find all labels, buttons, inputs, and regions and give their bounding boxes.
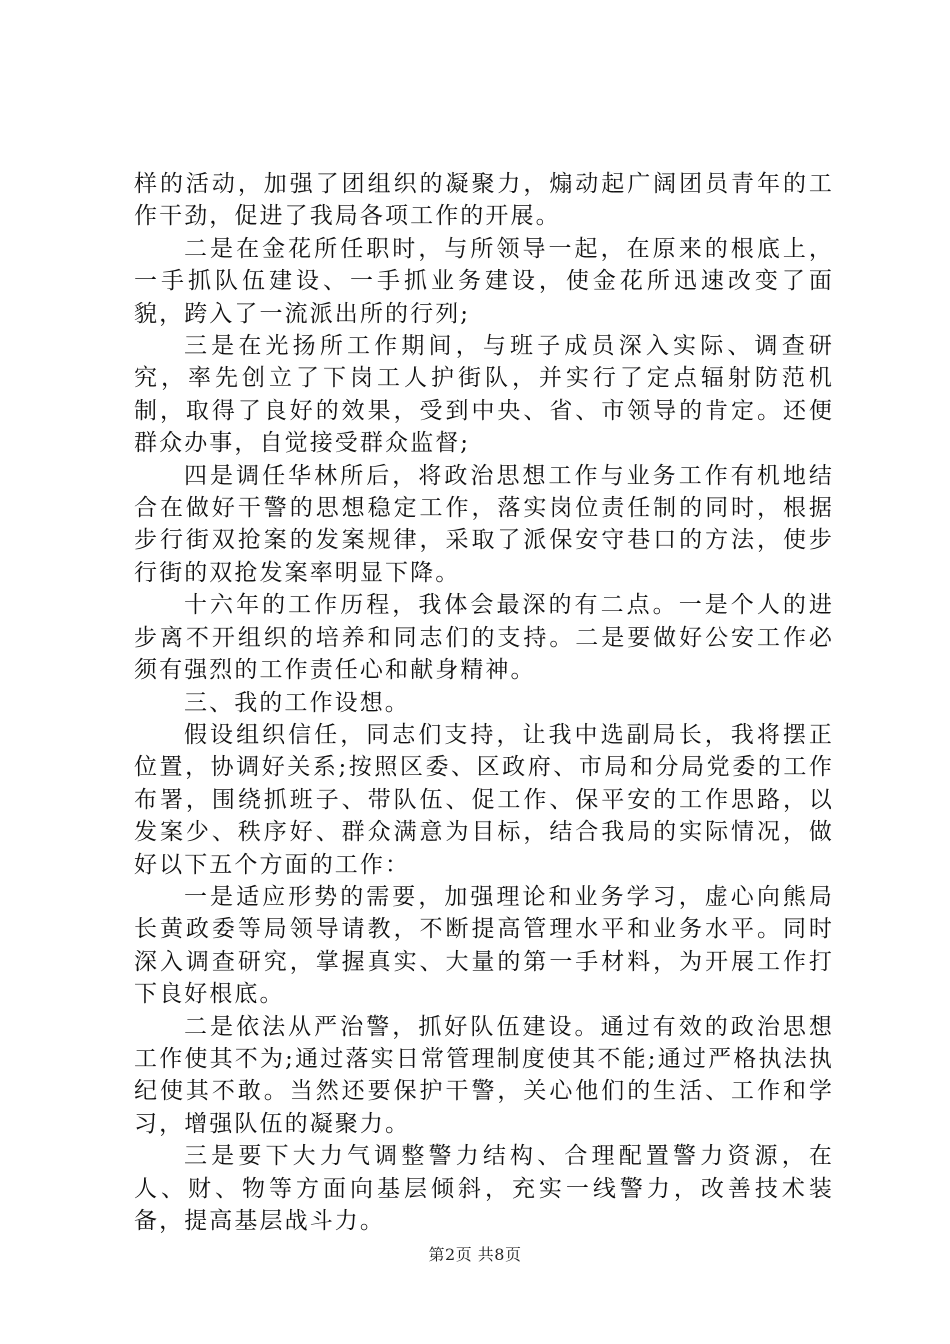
paragraph-plan-two: 二是依法从严治警，抓好队伍建设。通过有效的政治思想工作使其不为;通过落实日常管理制度使其不能;通过严格执法执纪使其不敢。当然还要保护干警，关心他们的生活、工作和学习，增强队伍的凝聚力。 <box>134 1013 834 1137</box>
section-heading: 三、我的工作设想。 <box>184 689 410 716</box>
paragraph-plan-intro: 假设组织信任，同志们支持，让我中选副局长，我将摆正位置，协调好关系;按照区委、区政府、市局和分局党委的工作布署，围绕抓班子、带队伍、促工作、保平安的工作思路，以发案少、秩序好、群众满意为目标，结合我局的实际情况，做好以下五个方面的工作： <box>134 721 834 878</box>
document-body <box>134 168 834 1237</box>
paragraph-jinhua: 二是在金花所任职时，与所领导一起，在原来的根底上，一手抓队伍建设、一手抓业务建设，使金花所迅速改变了面貌，跨入了一流派出所的行列; <box>134 235 834 327</box>
paragraph-guangyang: 三是在光扬所工作期间，与班子成员深入实际、调查研究，率先创立了下岗工人护街队，并实行了定点辐射防范机制，取得了良好的效果，受到中央、省、市领导的肯定。还便群众办事，自觉接受群众监督; <box>134 333 834 457</box>
paragraph-plan-three: 三是要下大力气调整警力结构、合理配置警力资源，在人、财、物等方面向基层倾斜，充实一线警力，改善技术装备，提高基层战斗力。 <box>134 1143 834 1234</box>
paragraph-experience: 十六年的工作历程，我体会最深的有二点。一是个人的进步离不开组织的培养和同志们的支持。二是要做好公安工作必须有强烈的工作责任心和献身精神。 <box>134 592 834 684</box>
paragraph-plan-one: 一是适应形势的需要，加强理论和业务学习，虚心向熊局长黄政委等局领导请教，不断提高管理水平和业务水平。同时深入调查研究，掌握真实、大量的第一手材料，为开展工作打下良好根底。 <box>134 883 834 1008</box>
paragraph-continued: 样的活动，加强了团组织的凝聚力，煽动起广阔团员青年的工作干劲，促进了我局各项工作的开展。 <box>134 171 834 230</box>
page-number: 第2页 共8页 <box>428 1245 522 1264</box>
paragraph-hualin: 四是调任华林所后，将政治思想工作与业务工作有机地结合在做好干警的思想稳定工作，落实岗位责任制的同时，根据步行街双抢案的发案规律，采取了派保安守巷口的方法，使步行街的双抢发案率明显下降。 <box>134 462 834 586</box>
